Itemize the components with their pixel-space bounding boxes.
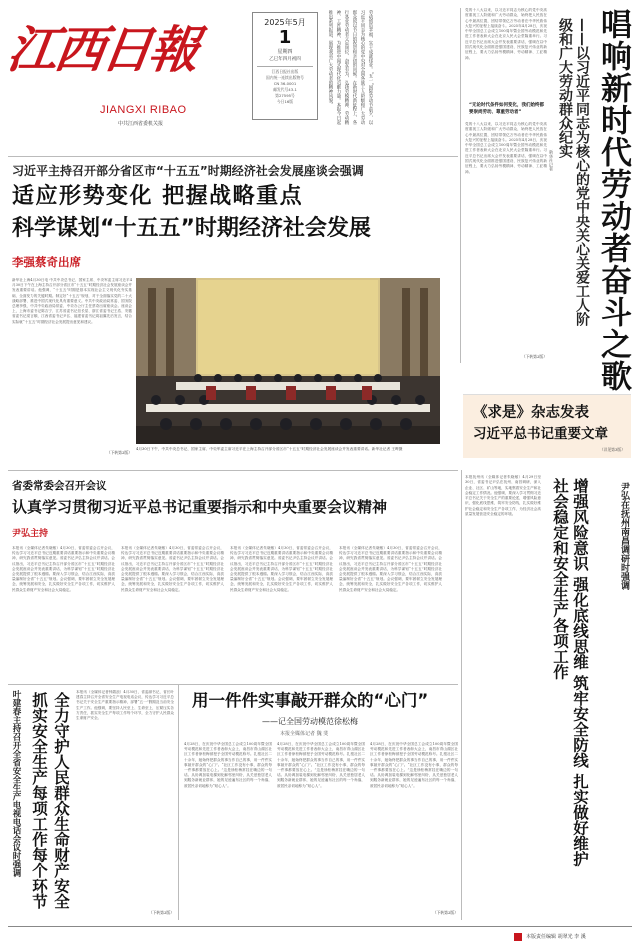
model-col-1: 4月28日，在庆祝中华全国总工会成立100周年暨全国劳动模范和先进工作者表彰大会上，南昌市青山湖区社区工作者徐松梅被授予全国劳动模范称号。扎根社区二十余年，她始终把群众的事当作自己的事，用一件件实事敲开群众的“心门”。“社区工作没有小事，群众的每一件事都要放在心上。”这是徐松梅常挂在嘴边的一句话。从协调加装电梯到化解邻里纠纷，从关爱独居老人到服务新就业群体，她的足迹遍布社区的每一个角落，被居民亲切地称为“贴心人”。	[184, 742, 272, 788]
feature-title: 唱响新时代劳动者奋斗之歌	[595, 8, 631, 392]
masthead-pinyin: JIANGXI RIBAO	[100, 104, 187, 116]
vice-title: 全力守护人民群众生命财产安全 抓实安全生产每项工作每个环节	[30, 692, 70, 909]
masthead-publisher: 中共江西省委机关报	[118, 121, 164, 127]
qiushi-continued: （详见第3版）	[599, 447, 625, 452]
vice-body	[76, 690, 174, 920]
date-box	[252, 12, 318, 120]
model-col-2: 4月28日，在庆祝中华全国总工会成立100周年暨全国劳动模范和先进工作者表彰大会上，南昌市青山湖区社区工作者徐松梅被授予全国劳动模范称号。扎根社区二十余年，她始终把群众的事当作自己的事，用一件件实事敲开群众的“心门”。“社区工作没有小事，群众的每一件事都要放在心上。”这是徐松梅常挂在嘴边的一句话。从协调加装电梯到化解邻里纠纷，从关爱独居老人到服务新就业群体，她的足迹遍布社区的每一个角落，被居民亲切地称为“贴心人”。	[277, 742, 365, 788]
lead-title-line1: 适应形势变化 把握战略重点	[12, 184, 304, 209]
meeting-photo	[136, 278, 440, 444]
feature-body-area	[465, 8, 547, 388]
standing-kicker: 省委常委会召开会议	[12, 480, 107, 492]
date-info-2: CN 36-0001	[273, 81, 297, 86]
feature-body: 党的十八大以来，以习近平同志为核心的党中央高度重视工人阶级和广大劳动群众，始终把人民放在心中最高位置，团结带领亿万劳动者在中华民族伟大复兴的征程上接续奋斗。2025年4月28日，庆祝中华全国总工会成立100周年暨全国劳动模范和先进工作者表彰大会在北京人民大会堂隆重举行。习近平总书记出席大会并发表重要讲话，强调在以中国式现代化全面推进强国建设、民族复兴伟业的新征程上，要大力弘扬劳模精神、劳动精神、工匠精神。	[465, 8, 547, 60]
feature-continued: （下转第2版）	[521, 354, 547, 359]
model-continued: （下转第2版）	[432, 910, 458, 915]
feature-byline: 新华社记者	[549, 150, 554, 171]
masthead-logo	[3, 18, 208, 88]
standing-title: 认真学习贯彻习近平总书记重要指示和中央重要会议精神	[12, 498, 388, 516]
vice-body-text: 本报讯（全媒体记者钟端浪）4月30日，省委副书记、省长叶建春主持召开全省安全生产电视电话会议，传达学习习近平总书记关于安全生产重要指示精神，部署“五一”假期及当前安全生产工作。他强调，要坚持人民至上、生命至上，压紧压实各方责任，抓实安全生产每项工作每个环节，全力守护人民群众生命财产安全。	[76, 690, 174, 721]
feature-quote: “无论时代条件如何变化，我们始终都要崇尚劳动、尊重劳动者”	[469, 103, 544, 115]
standing-sub: 尹弘主持	[12, 529, 49, 539]
vice-continued: （下转第2版）	[148, 910, 174, 915]
fuzhou-title: 增强风险意识 强化底线思维 筑牢安全防线 扎实做好维护社会稳定和安全生产各项工作	[551, 478, 589, 867]
top-intro-text: 劳动创造幸福，实干成就伟业。“五一”国际劳动节前夕，以习近平同志为核心的党中央对全国各族工人阶级和广大劳动群众致以节日的祝贺和亲切的问候。在新时代新征程上，各行各业劳动者立足岗位、奋发有为，弘扬劳模精神、劳动精神、工匠精神，为推进中国式现代化贡献力量。本报今日起推出系列报道，展现我省广大劳动者的精神风貌。	[328, 10, 373, 125]
standing-col-4: 本报讯（全媒体记者朱晓敏）4月30日，省委常委会召开会议，传达学习习近平总书记近期重要讲话重要指示和中央重要会议精神，研究我省贯彻落实意见。省委书记尹弘主持会议并讲话。会议指出，习近平总书记主持召开部分省区市“十五五”时期经济社会发展座谈会并发表重要讲话，为科学谋划“十五五”时期经济社会发展提供了根本遵循。要深入学习领会，结合江西实际，高质量编制好全省“十五五”规划。会议强调，要牢固树立安全发展理念，统筹发展和安全，扎实做好安全生产各项工作，切实维护人民群众生命财产安全和社会大局稳定。	[339, 546, 442, 592]
model-col-3	[370, 742, 458, 920]
date-info-5: 今日16版	[276, 99, 294, 104]
lead-body	[12, 278, 132, 460]
footer-marker	[514, 933, 522, 941]
logo-calligraphy: 江西日報	[3, 20, 201, 79]
lead-title-line2: 科学谋划“十五五”时期经济社会发展	[12, 216, 371, 241]
qiushi-box	[463, 394, 631, 458]
feature-subtitle: ——以习近平同志为核心的党中央关心关爱工人阶级和广大劳动群众纪实	[557, 18, 590, 326]
standing-col-1: 本报讯（全媒体记者朱晓敏）4月30日，省委常委会召开会议，传达学习习近平总书记近期重要讲话重要指示和中央重要会议精神，研究我省贯彻落实意见。省委书记尹弘主持会议并讲话。会议指出，习近平总书记主持召开部分省区市“十五五”时期经济社会发展座谈会并发表重要讲话，为科学谋划“十五五”时期经济社会发展提供了根本遵循。要深入学习领会，结合江西实际，高质量编制好全省“十五五”规划。会议强调，要牢固树立安全发展理念，统筹发展和安全，扎实做好安全生产各项工作，切实维护人民群众生命财产安全和社会大局稳定。	[12, 546, 115, 592]
vice-kicker: 叶建春主持召开全省安全生产电视电话会议时强调	[11, 690, 21, 877]
lead-sub: 李强蔡奇出席	[12, 255, 81, 269]
fuzhou-body-text: 本报抚州讯（全媒体记者朱晓敏）4月29日至30日，省委书记尹弘在抚州、南昌调研，深入企业、社区、矿山等地，实地察看安全生产和社会稳定工作情况。他强调，要深入学习贯彻习近平总书记关于安全生产的重要论述，增强风险意识，强化底线思维，筑牢安全防线，扎实做好维护社会稳定和安全生产各项工作，为经济社会高质量发展营造安全稳定的环境。	[465, 475, 541, 517]
date-lunar: 乙巳年四月初四	[269, 57, 301, 62]
model-byline: 本报全媒体记者 魏 斐	[280, 731, 329, 737]
date-info-3: 邮发代号43-1	[273, 87, 297, 92]
date-year-month: 2025年5月	[264, 18, 306, 27]
top-intro-box	[326, 10, 454, 128]
model-subtitle: ——记全国劳动模范徐松梅	[262, 717, 358, 726]
model-body	[184, 742, 458, 920]
footer-editor: 本版责任编辑 胡翠光 李 溪	[526, 934, 586, 940]
date-info-0: 江西日报社出版	[271, 69, 299, 74]
model-title: 用一件件实事敲开群众的“心门”	[192, 691, 429, 710]
standing-col-2: 本报讯（全媒体记者朱晓敏）4月30日，省委常委会召开会议，传达学习习近平总书记近期重要讲话重要指示和中央重要会议精神，研究我省贯彻落实意见。省委书记尹弘主持会议并讲话。会议指出，习近平总书记主持召开部分省区市“十五五”时期经济社会发展座谈会并发表重要讲话，为科学谋划“十五五”时期经济社会发展提供了根本遵循。要深入学习领会，结合江西实际，高质量编制好全省“十五五”规划。会议强调，要牢固树立安全发展理念，统筹发展和安全，扎实做好安全生产各项工作，切实维护人民群众生命财产安全和社会大局稳定。	[121, 546, 224, 592]
lead-continued: （下转第2版）	[106, 450, 132, 455]
date-day: 1	[278, 27, 292, 48]
lead-photo	[136, 278, 440, 444]
fuzhou-body	[465, 475, 541, 920]
standing-col-3: 本报讯（全媒体记者朱晓敏）4月30日，省委常委会召开会议，传达学习习近平总书记近期重要讲话重要指示和中央重要会议精神，研究我省贯彻落实意见。省委书记尹弘主持会议并讲话。会议指出，习近平总书记主持召开部分省区市“十五五”时期经济社会发展座谈会并发表重要讲话，为科学谋划“十五五”时期经济社会发展提供了根本遵循。要深入学习领会，结合江西实际，高质量编制好全省“十五五”规划。会议强调，要牢固树立安全发展理念，统筹发展和安全，扎实做好安全生产各项工作，切实维护人民群众生命财产安全和社会大局稳定。	[230, 546, 333, 592]
date-info-4: 第27595号	[275, 93, 295, 98]
qiushi-title: 《求是》杂志发表	[473, 405, 589, 421]
feature-body-cont: 党的十八大以来，以习近平同志为核心的党中央高度重视工人阶级和广大劳动群众，始终把人民放在心中最高位置，团结带领亿万劳动者在中华民族伟大复兴的征程上接续奋斗。2025年4月28日，庆祝中华全国总工会成立100周年暨全国劳动模范和先进工作者表彰大会在北京人民大会堂隆重举行。习近平总书记出席大会并发表重要讲话，强调在以中国式现代化全面推进强国建设、民族复兴伟业的新征程上，要大力弘扬劳模精神、劳动精神、工匠精神。	[465, 122, 547, 174]
lead-kicker: 习近平主持召开部分省区市“十五五”时期经济社会发展座谈会强调	[12, 164, 364, 178]
model-col-3-text: 4月28日，在庆祝中华全国总工会成立100周年暨全国劳动模范和先进工作者表彰大会上，南昌市青山湖区社区工作者徐松梅被授予全国劳动模范称号。扎根社区二十余年，她始终把群众的事当作自己的事，用一件件实事敲开群众的“心门”。“社区工作没有小事，群众的每一件事都要放在心上。”这是徐松梅常挂在嘴边的一句话。从协调加装电梯到化解邻里纠纷，从关爱独居老人到服务新就业群体，她的足迹遍布社区的每一个角落，被居民亲切地称为“贴心人”。	[370, 742, 458, 788]
lead-body-text: 新华社上海4月30日电 中共中央总书记、国家主席、中央军委主席习近平4月30日下午在上海主持召开部分省区市“十五五”时期经济社会发展座谈会并发表重要讲话。他强调，“十五五”时期是基本实现社会主义现代化夯实基础、全面发力的关键时期。制定好“十五五”规划，对于全面落实党的二十大战略部署、推进中国式现代化具有重要意义。中共中央政治局常委、国务院总理李强，中共中央政治局常委、中央办公厅主任蔡奇出席座谈会。座谈会上，上海市委书记陈吉宁、江苏省委书记信长星、浙江省委书记王浩、安徽省委书记梁言顺、江西省委书记尹弘、福建省委书记周祖翼先后发言，结合实际就“十五五”时期经济社会发展提出意见和建议。	[12, 278, 132, 324]
fuzhou-kicker: 尹弘在抚州南昌调研时强调	[619, 482, 629, 590]
qiushi-subtitle: 习近平总书记重要文章	[473, 426, 608, 442]
date-info-1: 国内统一连续出版物号	[266, 75, 304, 80]
lead-photo-caption: 4月30日下午，中共中央总书记、国家主席、中央军委主席习近平在上海主持召开部分省区市“十五五”时期经济社会发展座谈会并发表重要讲话。新华社记者 王晔摄	[136, 447, 403, 451]
standing-body	[12, 546, 458, 678]
date-weekday: 星期四	[277, 49, 293, 55]
